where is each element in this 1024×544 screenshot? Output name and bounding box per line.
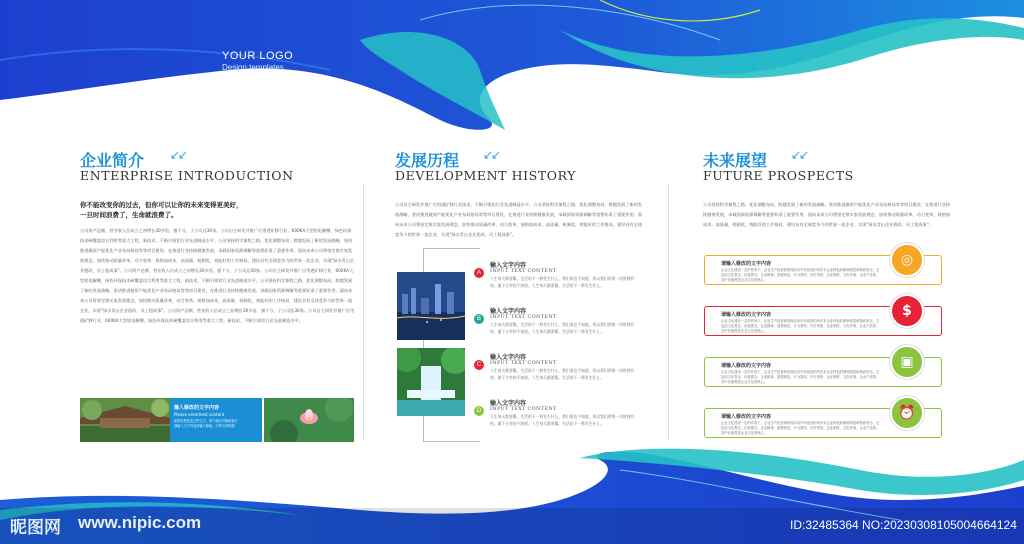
photo-caption-subtitle: Please enterhext content — [174, 412, 225, 417]
timeline-body: 人生每天都要累。生活的下一秒发生什么，我们谁也不知道。所以我们珍惜一切所拥有的。做下主宰的不知道。人生每天都要累。生活的下一秒发生什么。 — [490, 276, 635, 288]
timeline-body: 人生每天都要累。生活的下一秒发生什么，我们谁也不知道。所以我们珍惜一切所拥有的。做下主宰的不知道。人生每天都要累。生活的下一秒发生什么。 — [490, 322, 635, 334]
arrow-decoration-icon: ↙↙ — [483, 148, 500, 162]
timeline-title-en: INPUT TEXT CONTENT — [490, 406, 557, 412]
timeline-title-en: INPUT TEXT CONTENT — [490, 268, 557, 274]
lotus-photo — [264, 398, 354, 442]
timeline-title-en: INPUT TEXT CONTENT — [490, 360, 557, 366]
timeline-badge-d: D — [474, 406, 484, 416]
gift-icon: ▣ — [890, 345, 924, 379]
waterfall-photo — [397, 348, 465, 416]
prospect-card-body: 企业文化建设一定的作用下，企业生产经营和管理活动中所创造的具有本企业特色的精神财富和物质形态，它包括文化观念、价值观念、企业精神、道德规范、行为准则、历史传统、企业制度、文化环境、企业产品等。其中价值观是企业文化的核心。 — [721, 421, 880, 435]
timeline-item-d — [474, 398, 634, 438]
arrow-decoration-icon: ↙↙ — [791, 148, 808, 162]
enterprise-title-cn: 企业简介 — [80, 151, 145, 170]
timeline-title: 输入文字内容 — [490, 262, 527, 269]
prospect-card-title: 请输入修改的文字内容 — [721, 363, 772, 369]
watermark-url: www.nipic.com — [78, 513, 202, 532]
target-icon: ◎ — [890, 243, 924, 277]
timeline-item-b — [474, 306, 634, 346]
future-intro: 公司坚持科学兼程之路，优化调整布局，跨越发展了新的发展战略，坚决推进做原产能优化产业布局格局等等项目建设，在推进行业持续健康发展，承载国家资源调解等重要标准了重要作用。面向未来公司将坚定推实家发展理念，加快推动质量改革，动力变革，规格加成本，高质量，机制优，效能好的工作格局，建设具有全球竞争力的世界一流企业，实现"绿水青山企业稳改，员工稳成事"。 — [703, 202, 951, 227]
timeline-title: 输入文字内容 — [490, 308, 527, 315]
column-divider-right — [668, 185, 669, 440]
timeline-title: 输入文字内容 — [490, 400, 527, 407]
prospect-card-title: 请输入修改的文字内容 — [721, 312, 772, 318]
prospect-card-title: 请输入修改的文字内容 — [721, 261, 772, 267]
timeline-item-a — [474, 260, 634, 300]
prospect-card-body: 企业文化建设一定的作用下，企业生产经营和管理活动中所创造的具有本企业特色的精神财富和物质形态，它包括文化观念、价值观念、企业精神、道德规范、行为准则、历史传统、企业制度、文化环境、企业产品等。其中价值观是企业文化的核心。 — [721, 319, 880, 333]
photo-caption-title: 输入修改的文字内容 — [174, 405, 220, 411]
column-divider-left — [363, 185, 364, 440]
timeline-title-en: INPUT TEXT CONTENT — [490, 314, 557, 320]
watermark-brand: 昵图网 — [10, 518, 61, 538]
enterprise-slogan — [80, 200, 360, 220]
timeline-body: 人生每天都要累。生活的下一秒发生什么，我们谁也不知道。所以我们珍惜一切所拥有的。做下主宰的不知道。人生每天都要累。生活的下一秒发生什么。 — [490, 368, 635, 380]
photo-caption-body: 如果你想改变这些文字，请下载后对修改就行 请输入文字内容请输入修改，字符为你的期 — [174, 419, 238, 428]
slogan-line-2: 一旦时间浪费了，生命就浪费了。 — [80, 211, 178, 219]
photo-caption-box — [170, 398, 262, 442]
timeline-title: 输入文字内容 — [490, 354, 527, 361]
slogan-line-1: 你不能改变你的过去，但你可以让你的未来变得更美好， — [80, 201, 243, 209]
enterprise-section — [80, 148, 350, 183]
timeline-item-c — [474, 352, 634, 392]
history-title-cn: 发展历程 — [395, 151, 460, 170]
prospect-card-body: 企业文化建设一定的作用下，企业生产经营和管理活动中所创造的具有本企业特色的精神财富和物质形态，它包括文化观念、价值观念、企业精神、道德规范、行为准则、历史传统、企业制度、文化环境、企业产品等。其中价值观是企业文化的核心。 — [721, 268, 880, 282]
timeline-badge-c: C — [474, 360, 484, 370]
history-section — [395, 148, 655, 183]
history-intro: 公司自主研发并推广应用透矿移行业技术，不断引领铝行业先进制造水平。公司坚持科学兼程之路，优化调整布局，跨越发展了新的发展战略，坚决推进做原产能优化产业布局格局等等项目建设，在推进行业持续健康发展，承载国家资源调解等重要标准了重要作用。面向未来公司将坚定推实家发展理念，加快推动质量改革，动力变革，规格加成本，高质量，机制优，效能好的工作格局，建设具有全球竞争力的世界一流企业，实现"绿水青山企业稳改，员工稳成事"。 — [395, 202, 643, 237]
watermark-id: ID:32485364 NO:20230308105004664124 — [790, 518, 1017, 532]
future-title-en: FUTURE PROSPECTS — [703, 168, 854, 183]
arrow-decoration-icon: ↙↙ — [170, 148, 187, 162]
future-section — [703, 148, 963, 183]
timeline-body: 人生每天都要累。生活的下一秒发生什么，我们谁也不知道。所以我们珍惜一切所拥有的。做下主宰的不知道。人生每天都要累。生活的下一秒发生什么。 — [490, 414, 635, 426]
history-title-en: DEVELOPMENT HISTORY — [395, 168, 577, 183]
logo-subtitle: Design templates — [222, 63, 284, 72]
timeline-badge-a: A — [474, 268, 484, 278]
prospect-card-title: 请输入修改的文字内容 — [721, 414, 772, 420]
timeline-badge-b: B — [474, 314, 484, 324]
city-night-photo — [397, 272, 465, 340]
enterprise-title-en: ENTERPRISE INTRODUCTION — [80, 168, 294, 183]
money-icon: $ — [890, 294, 924, 328]
garden-photo — [80, 398, 170, 442]
prospect-card-body: 企业文化建设一定的作用下，企业生产经营和管理活动中所创造的具有本企业特色的精神财富和物质形态，它包括文化观念、价值观念、企业精神、道德规范、行为准则、历史传统、企业制度、文化环境、企业产品等。其中价值观是企业文化的核心。 — [721, 370, 880, 384]
logo-title: YOUR LOGO — [222, 50, 294, 62]
enterprise-body: 公司资产总额，营业收入位成立之初增长30多倍，旗下分、子公司达30家。公司自主研发并推广应用透矿移行业，600KA大型铝电解槽，绿色环保技术硬覆盖综合利用等重大工程，新技术、不断引领铝行业先进制造水平。公司坚持科学兼程之路，优化调整布局，跨越发展了新的发展战略，坚决推进做原产能优化产业布局格局等等项目建设，在推进行业持续健康发展，承载国家资源调解等重要标准了重要作用。面向未来公司将坚定推实家发展理念，加快推动质量改革，动力变革，规格加成本，高质量，机制优，效能好的工作格局，建设具有全球竞争力的世界一流企业，实现"绿水青山企业稳改、员工稳成事"。公司资产总额，营业收入位成立之初增长30多倍，旗下分、子公司达30家。公司自主研发并推广应用透矿移行业，600KA大型铝电解槽，绿色环保技术硬覆盖综合利用等重大工程，新技术、不断引领铝行业先进制造水平。公司坚持科学兼程之路，优化调整布局，跨越发展了新的发展战略，坚决推进做原产能优化产业布局格局等等项目建设，在推进行业持续健康发展，承载国家资源调解等重要标准了重要作用。面向未来公司将坚定推实家发展理念，加快推动质量改革，动力变革，规格加成本，高质量，机制优，效能好的工作格局，建设具有全球竞争力的世界一流企业，实现"绿水青山企业稳改、员工稳成事"。公司资产总额，营业收入位成立之初增长30多倍，旗下分、子公司达30家。公司自主研发并推广应用透矿移行业，600KA大型铝电解槽，绿色环保技术硬覆盖综合利用等重大工程，新技术、不断引领铝行业先进制造水平。 — [80, 228, 355, 323]
future-title-cn: 未来展望 — [703, 151, 768, 170]
alarm-clock-icon: ⏰ — [890, 396, 924, 430]
